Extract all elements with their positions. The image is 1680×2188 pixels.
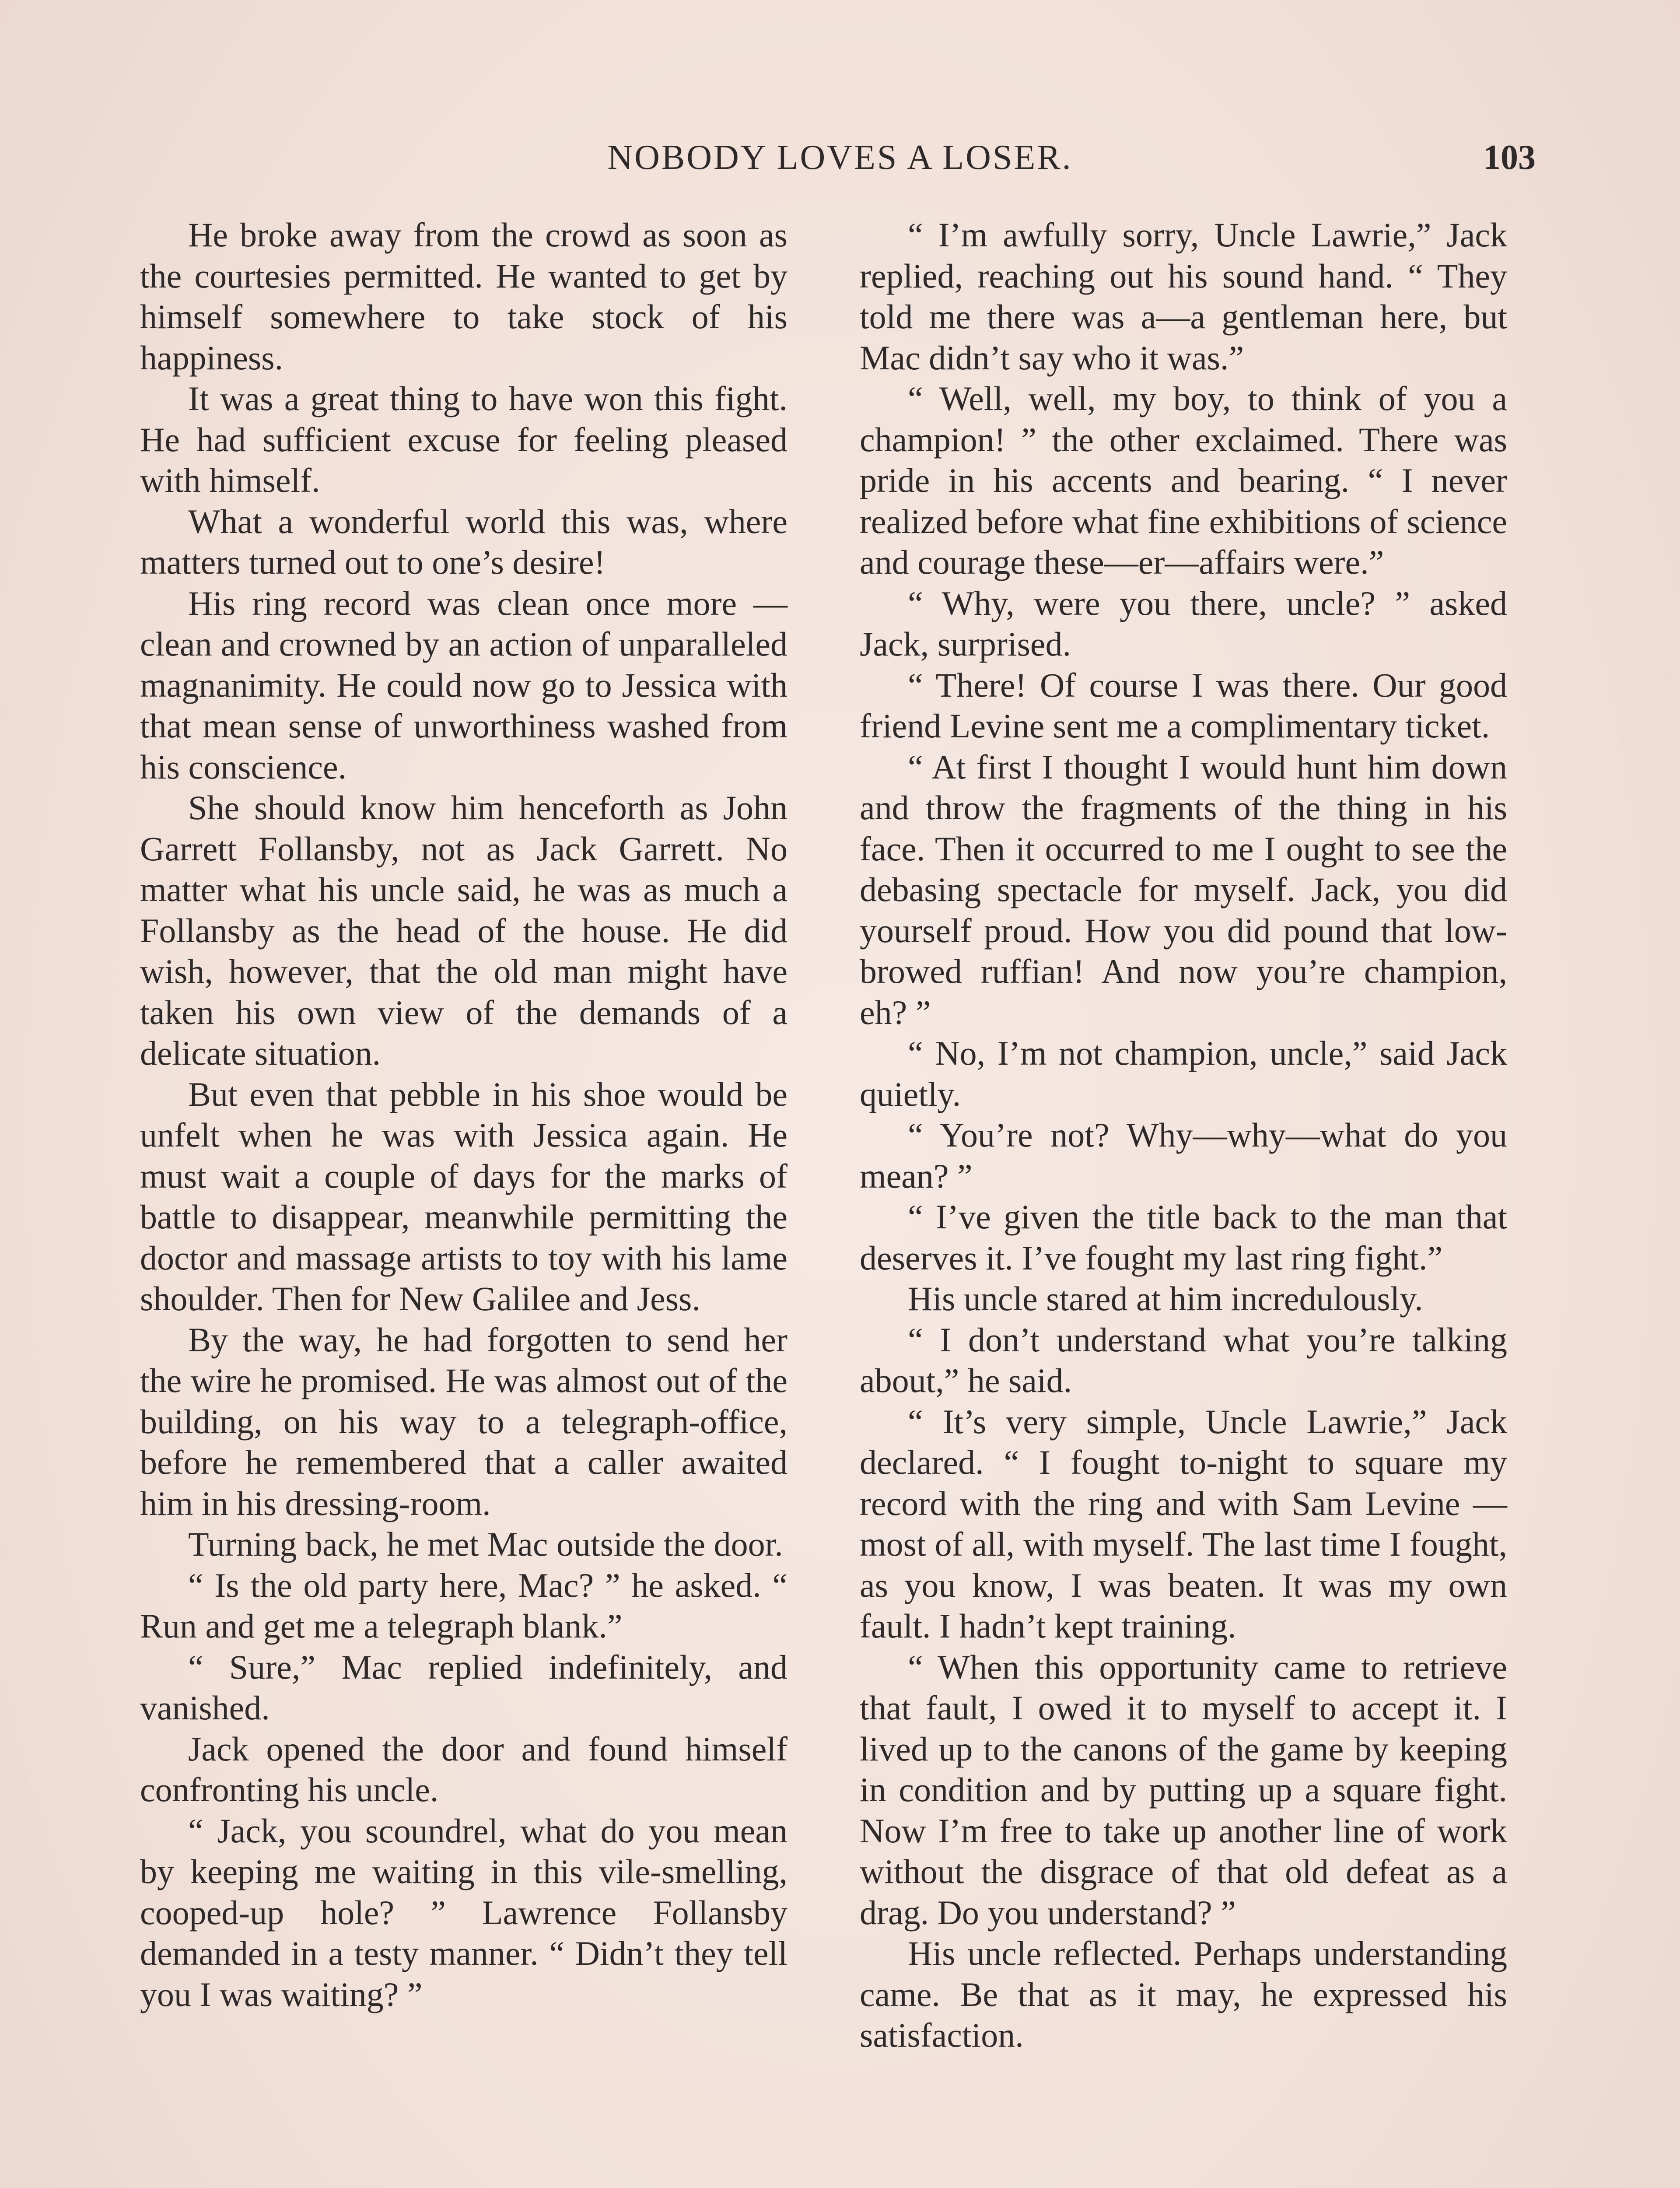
- paragraph: “ Is the old party here, Mac? ” he asked. “ Run and get me a telegraph blank.”: [140, 1566, 788, 1645]
- paragraph: “ I don’t understand what you’re talking about,” he said.: [860, 1320, 1507, 1399]
- paragraph: “ No, I’m not champion, uncle,” said Jack quietly.: [860, 1034, 1507, 1113]
- paragraph: His uncle stared at him incredulously.: [908, 1280, 1423, 1318]
- paragraph: It was a great thing to have won this fight. He had sufficient excuse for feeling pleased with himself.: [140, 379, 788, 499]
- right-column: [860, 214, 1507, 2056]
- paragraph: What a wonderful world this was, where matters turned out to one’s desire!: [140, 502, 788, 581]
- paragraph: By the way, he had forgotten to send her the wire he promised. He was almost out of the building, on his way to a telegraph-office, before he remembered that a caller awaited him in his dressing-room.: [140, 1320, 788, 1522]
- paragraph: His uncle reflected. Perhaps understanding came. Be that as it may, he expressed his satisfaction.: [860, 1934, 1507, 2054]
- paragraph: But even that pebble in his shoe would be unfelt when he was with Jessica again. He must wait a couple of days for the marks of battle to disappear, meanwhile permitting the doctor and massage artists to toy with his lame shoulder. Then for New Galilee and Jess.: [140, 1075, 788, 1318]
- paragraph: “ Sure,” Mac replied indefinitely, and vanished.: [140, 1648, 788, 1727]
- paragraph: Jack opened the door and found himself confronting his uncle.: [140, 1729, 788, 1809]
- running-head: NOBODY LOVES A LOSER.: [607, 138, 1073, 177]
- page-number: 103: [1483, 138, 1536, 177]
- paragraph: Turning back, he met Mac outside the door.: [188, 1525, 783, 1563]
- paragraph: He broke away from the crowd as soon as the courtesies permitted. He wanted to get by himself somewhere to take stock of his happiness.: [140, 216, 788, 377]
- paragraph: “ I’m awfully sorry, Uncle Lawrie,” Jack replied, reaching out his sound hand. “ They told me there was a—a gentleman here, but Mac didn’t say who it was.”: [860, 216, 1507, 377]
- paragraph: “ Jack, you scoundrel, what do you mean by keeping me waiting in this vile-smelling, cooped-up hole? ” Lawrence Follansby demanded in a testy manner. “ Didn’t they tell you I was waiting? ”: [140, 1811, 788, 2013]
- paragraph: “ There! Of course I was there. Our good friend Levine sent me a complimentary ticket.: [860, 666, 1507, 745]
- paragraph: “ At first I thought I would hunt him down and throw the fragments of the thing in his face. Then it occurred to me I ought to see the debasing spectacle for myself. Jack, you did yourself proud. How you did pound that low-browed ruffian! And now you’re champion, eh? ”: [860, 747, 1507, 1031]
- paragraph: “ Why, were you there, uncle? ” asked Jack, surprised.: [860, 584, 1507, 663]
- paragraph: “ It’s very simple, Uncle Lawrie,” Jack declared. “ I fought to-night to square my record with the ring and with Sam Levine — most of all, with myself. The last time I fought, as you know, I was beaten. It was my own fault. I hadn’t kept training.: [860, 1402, 1507, 1645]
- left-column: [140, 214, 788, 2015]
- paragraph: “ When this opportunity came to retrieve that fault, I owed it to myself to accept it. I lived up to the canons of the game by keeping in condition and by putting up a square fight. Now I’m free to take up another line of work without the disgrace of that old defeat as a drag. Do you understand? ”: [860, 1648, 1507, 1932]
- page-header: [144, 131, 1536, 184]
- paragraph: “ You’re not? Why—why—what do you mean? ”: [860, 1116, 1507, 1195]
- paragraph: His ring record was clean once more —clean and crowned by an action of unparalleled magnanimity. He could now go to Jessica with that mean sense of unworthiness washed from his conscience.: [140, 584, 788, 786]
- paragraph: “ I’ve given the title back to the man that deserves it. I’ve fought my last ring fight.”: [860, 1198, 1507, 1277]
- paragraph: “ Well, well, my boy, to think of you a champion! ” the other exclaimed. There was pride in his accents and bearing. “ I never realized before what fine exhibitions of science and courage these—er—affairs were.”: [860, 379, 1507, 581]
- paragraph: She should know him henceforth as John Garrett Follansby, not as Jack Garrett. No matter what his uncle said, he was as much a Follansby as the head of the house. He did wish, however, that the old man might have taken his own view of the demands of a delicate situation.: [140, 789, 788, 1072]
